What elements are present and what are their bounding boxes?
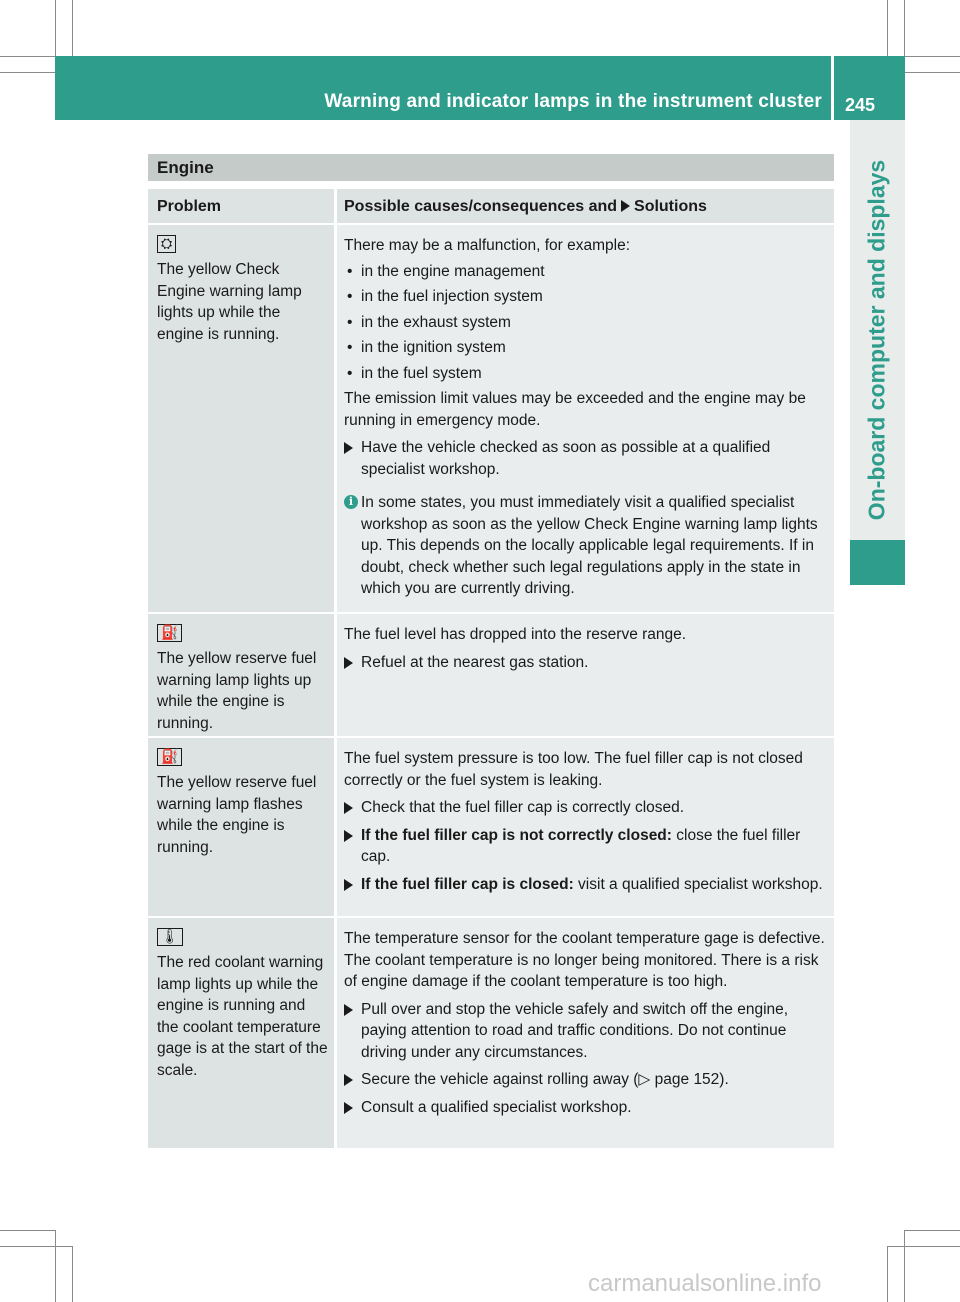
coolant-temperature-icon: 🌡 (157, 928, 183, 946)
problem-text: The yellow reserve fuel warning lamp lights up while the engine is running. (157, 650, 317, 732)
crop-mark (905, 72, 960, 73)
solution-text: The emission limit values may be exceeded and the engine may be running in emergency mode. (344, 390, 806, 429)
action-item: Have the vehicle checked as soon as possible at a qualified specialist workshop. (344, 437, 828, 480)
action-item: Secure the vehicle against rolling away (▷ page 152). (344, 1069, 828, 1091)
action-item: If the fuel filler cap is closed: visit a qualified specialist workshop. (344, 874, 828, 896)
crop-mark (0, 72, 55, 73)
arrow-icon (344, 1102, 353, 1114)
table-row (148, 918, 834, 1148)
engine-table (148, 154, 834, 1150)
crop-mark (905, 56, 960, 57)
crop-mark (55, 0, 56, 56)
check-engine-icon: ⛭ (157, 235, 176, 253)
fuel-pump-icon: ⛽ (157, 748, 182, 766)
arrow-icon (344, 657, 353, 669)
col-header-problem: Problem (148, 189, 334, 223)
fuel-pump-icon: ⛽ (157, 624, 182, 642)
action-item: Pull over and stop the vehicle safely and switch off the engine, paying attention to road and traffic conditions. Do not continue driving under any circumstances. (344, 999, 828, 1064)
problem-cell (148, 225, 334, 612)
header-separator (831, 56, 834, 120)
crop-mark (904, 0, 905, 56)
solution-cell (337, 918, 834, 1148)
crop-mark (72, 0, 73, 56)
side-chapter-label: On-board computer and displays (863, 159, 890, 521)
solution-cell (337, 225, 834, 612)
info-icon: i (344, 495, 358, 509)
table-row (148, 614, 834, 736)
watermark: carmanualsonline.info (588, 1270, 822, 1297)
problem-text: The red coolant warning lamp lights up while the engine is running and the coolant temperature gage is at the start of the scale. (157, 954, 328, 1079)
list-item: • in the engine management (344, 261, 828, 283)
arrow-icon (344, 879, 353, 891)
crop-mark (887, 1246, 888, 1302)
action-item: Consult a qualified specialist workshop. (344, 1097, 828, 1119)
action-item: Refuel at the nearest gas station. (344, 652, 828, 674)
solution-cell (337, 614, 834, 736)
side-tab-marker (850, 540, 905, 585)
solution-text: The coolant temperature is no longer being monitored. There is a risk of engine damage if the coolant temperature is too high. (344, 951, 819, 990)
crop-mark (0, 1230, 55, 1231)
crop-mark (905, 1230, 960, 1231)
arrow-icon (344, 1004, 353, 1016)
arrow-icon (344, 442, 353, 454)
solution-text: The fuel level has dropped into the reserve range. (344, 626, 687, 643)
crop-mark (887, 0, 888, 56)
info-note: i In some states, you must immediately visit a qualified specialist workshop as soon as the yellow Check Engine warning lamp lights up. This depends on the locally applicable legal requirements. If in doubt, check whether such legal regulations apply in the state in which you are currently driving. (344, 492, 828, 600)
arrow-icon (344, 802, 353, 814)
crop-mark (55, 1230, 56, 1302)
action-item: If the fuel filler cap is not correctly closed: close the fuel filler cap. (344, 825, 828, 868)
list-item: • in the fuel system (344, 363, 828, 385)
solution-intro: There may be a malfunction, for example: (344, 237, 631, 254)
crop-mark (72, 1246, 73, 1302)
table-row (148, 738, 834, 916)
crop-mark (904, 1230, 905, 1302)
problem-text: The yellow Check Engine warning lamp lights up while the engine is running. (157, 261, 302, 343)
arrow-icon (344, 830, 353, 842)
crop-mark (0, 1246, 72, 1247)
list-item: • in the exhaust system (344, 312, 828, 334)
solution-text: The fuel system pressure is too low. The fuel filler cap is not closed correctly or the fuel system is leaking. (344, 750, 803, 789)
table-header-row (148, 189, 834, 223)
crop-mark (0, 56, 55, 57)
col-header-solutions: Possible causes/consequences and Solutions (337, 189, 834, 223)
crop-mark (887, 1246, 960, 1247)
page-number: 245 (845, 95, 876, 115)
arrow-icon (621, 200, 630, 212)
list-item: • in the ignition system (344, 337, 828, 359)
arrow-icon (344, 1074, 353, 1086)
table-row (148, 225, 834, 612)
list-item: • in the fuel injection system (344, 286, 828, 308)
solution-text: The temperature sensor for the coolant temperature gage is defective. (344, 930, 825, 947)
table-title: Engine (148, 154, 834, 181)
page-header-title: Warning and indicator lamps in the instrument cluster (324, 91, 822, 112)
problem-cell (148, 918, 334, 1148)
problem-text: The yellow reserve fuel warning lamp flashes while the engine is running. (157, 774, 317, 856)
problem-cell (148, 614, 334, 736)
action-item: Check that the fuel filler cap is correctly closed. (344, 797, 828, 819)
solution-cell (337, 738, 834, 916)
problem-cell (148, 738, 334, 916)
